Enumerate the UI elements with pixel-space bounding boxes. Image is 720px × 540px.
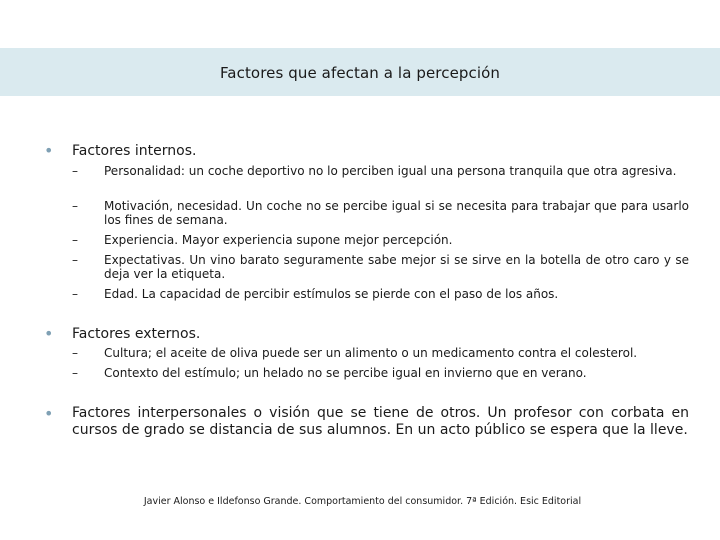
dash-icon: – (72, 346, 78, 360)
sub-item-text: Experiencia. Mayor experiencia supone mejor percepción. (104, 233, 453, 247)
bullet-dot-icon: • (44, 404, 54, 423)
dash-icon: – (72, 199, 78, 213)
source-citation: Javier Alonso e Ildefonso Grande. Comportamiento del consumidor. 7ª Edición. Esic Editorial (143, 496, 582, 507)
dash-icon: – (72, 233, 78, 247)
dash-icon: – (72, 366, 78, 380)
dash-icon: – (72, 287, 78, 301)
bullet-label: Factores internos. (72, 143, 197, 159)
sub-item-text: Cultura; el aceite de oliva puede ser un alimento o un medicamento contra el colesterol. (104, 346, 638, 360)
dash-icon: – (72, 164, 78, 178)
slide-title: Factores que afectan a la percepción (219, 64, 501, 82)
bullet-dot-icon: • (44, 324, 54, 343)
sub-item-text: Motivación, necesidad. Un coche no se percibe igual si se necesita para trabajar que para usarlo los fines de semana. (104, 199, 689, 227)
sub-item-text: Edad. La capacidad de percibir estímulos se pierde con el paso de los años. (104, 287, 559, 301)
sub-item-text: Contexto del estímulo; un helado no se percibe igual en invierno que en verano. (104, 366, 587, 380)
sub-item-text: Expectativas. Un vino barato seguramente sabe mejor si se sirve en la botella de otro caro y se deja ver la etiqueta. (104, 253, 689, 281)
dash-icon: – (72, 253, 78, 267)
bullet-label: Factores externos. (72, 326, 201, 342)
sub-item-text: Personalidad: un coche deportivo no lo perciben igual una persona tranquila que otra agresiva. (104, 164, 677, 178)
bullet-interpersonal-text: Factores interpersonales o visión que se tiene de otros. Un profesor con corbata en cursos de grado se distancia de sus alumnos. En un acto público se espera que la lleve. (72, 405, 689, 438)
bullet-dot-icon: • (44, 141, 54, 160)
